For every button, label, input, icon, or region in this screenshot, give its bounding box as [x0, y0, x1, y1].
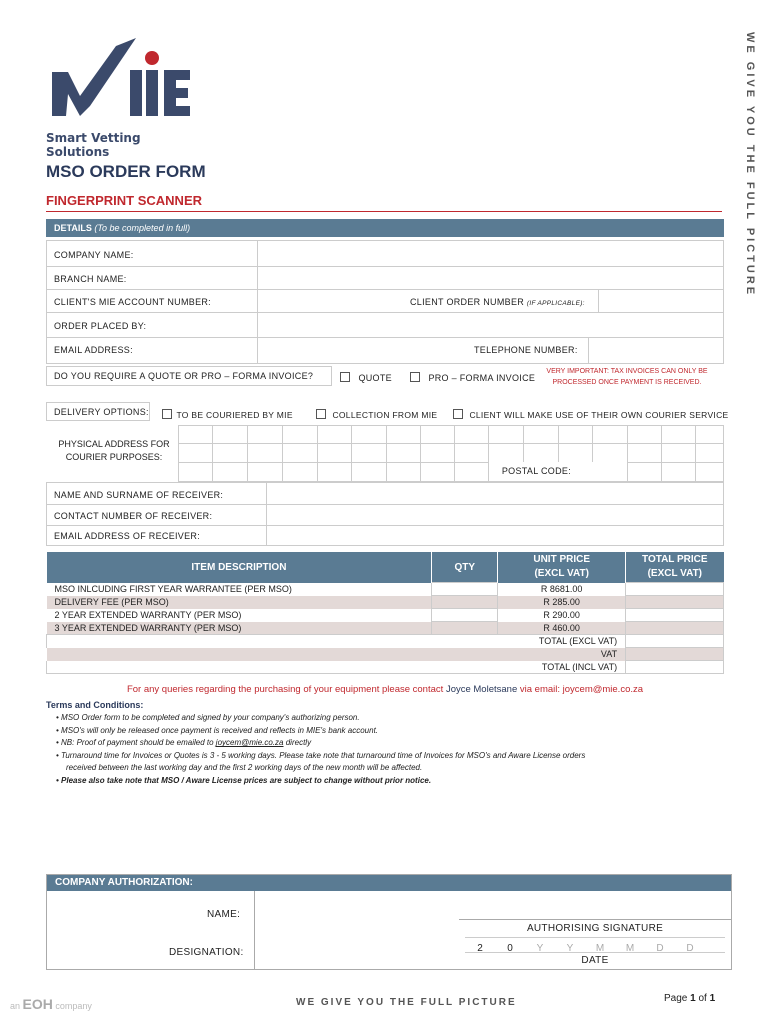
own-courier-checkbox[interactable]	[453, 409, 463, 419]
item-qty-field[interactable]	[432, 609, 498, 622]
item-unit-price: R 8681.00	[540, 584, 583, 594]
page-number	[664, 993, 715, 1004]
important-note-line-2: PROCESSED ONCE PAYMENT IS RECEIVED.	[552, 379, 702, 386]
list-item-continuation	[66, 762, 726, 775]
table-row	[47, 609, 724, 622]
email-field[interactable]	[258, 338, 468, 363]
terms-heading: Terms and Conditions:	[46, 700, 144, 710]
queries-via: via email:	[519, 684, 560, 695]
auth-name-field[interactable]	[257, 892, 457, 928]
item-total-field[interactable]	[626, 596, 724, 609]
total-excl-label: TOTAL (EXCL VAT)	[47, 635, 626, 648]
terms-item-text: MSO Order form to be completed and signed by your company's authorizing person.	[61, 713, 360, 722]
item-unit-price: R 460.00	[498, 622, 626, 635]
quote-question-label: DO YOU REQUIRE A QUOTE OR PRO – FORMA INVOICE?	[54, 371, 314, 381]
date-cells[interactable]	[465, 937, 725, 953]
physical-address-line-2: COURIER PURPOSES:	[65, 452, 163, 462]
details-banner-label: DETAILS	[54, 223, 92, 233]
list-item: • NB: Proof of payment should be emailed to joycem@mie.co.za directly	[56, 738, 312, 748]
telephone-field[interactable]	[588, 338, 723, 363]
signature-field[interactable]	[459, 892, 731, 919]
page-subtitle: FINGERPRINT SCANNER	[46, 193, 203, 208]
item-description: MSO INLCUDING FIRST YEAR WARRANTEE (PER MSO)	[54, 584, 292, 594]
total-excl-field[interactable]	[626, 635, 724, 648]
quote-label: QUOTE	[358, 373, 392, 383]
pro-forma-label: PRO – FORMA INVOICE	[428, 373, 536, 383]
own-courier-option[interactable]	[453, 405, 729, 423]
col-qty-header: QTY	[432, 552, 498, 583]
item-description: 3 YEAR EXTENDED WARRANTY (PER MSO)	[47, 622, 432, 635]
courier-option[interactable]	[162, 405, 293, 423]
own-courier-label: CLIENT WILL MAKE USE OF THEIR OWN COURIER SERVICE	[469, 410, 729, 420]
client-order-number-note: (IF APPLICABLE):	[526, 300, 585, 307]
account-number-label: CLIENT'S MIE ACCOUNT NUMBER:	[54, 297, 211, 307]
queries-line	[46, 684, 724, 695]
branch-name-label: BRANCH NAME:	[54, 274, 127, 284]
signature-label: AUTHORISING SIGNATURE	[526, 923, 664, 934]
table-row	[47, 661, 724, 674]
table-row	[47, 648, 724, 661]
mie-logo	[46, 34, 196, 159]
physical-address-line-1: PHYSICAL ADDRESS FOR	[58, 439, 170, 449]
date-cell[interactable]: M	[595, 943, 605, 954]
important-note-line-1: VERY IMPORTANT: TAX INVOICES CAN ONLY BE	[546, 368, 708, 375]
terms-section	[46, 700, 726, 788]
address-grid-lines	[178, 425, 724, 482]
quote-option[interactable]	[340, 368, 392, 386]
date-cell[interactable]: D	[656, 943, 664, 954]
item-total-field[interactable]	[626, 583, 724, 596]
item-unit-price: R 290.00	[543, 610, 580, 620]
table-row	[47, 596, 724, 609]
authorization-banner: COMPANY AUTHORIZATION:	[47, 875, 731, 891]
queries-email-link[interactable]: joycem@mie.co.za	[562, 684, 644, 695]
receiver-name-label: NAME AND SURNAME OF RECEIVER:	[54, 490, 224, 500]
col-description-header: ITEM DESCRIPTION	[47, 552, 432, 583]
item-total-field[interactable]	[626, 609, 724, 622]
terms-item-text: MSO's will only be released once payment is received and reflects in MIE's bank account.	[61, 725, 379, 735]
branch-name-field[interactable]	[258, 267, 723, 289]
date-cell[interactable]: D	[686, 943, 694, 954]
eoh-suffix: company	[55, 1001, 92, 1011]
page-title: MSO ORDER FORM	[46, 162, 206, 181]
collection-checkbox[interactable]	[316, 409, 326, 419]
mie-logo-graphic	[46, 34, 196, 124]
list-item: • Please also take note that MSO / Aware License prices are subject to change without prior notice.	[56, 775, 432, 785]
client-order-number-field[interactable]	[598, 290, 723, 312]
list-item: • MSO Order form to be completed and signed by your company's authorizing person.	[56, 713, 360, 722]
receiver-contact-label: CONTACT NUMBER OF RECEIVER:	[54, 511, 213, 521]
telephone-label: TELEPHONE NUMBER:	[474, 345, 578, 355]
date-label: DATE	[581, 955, 609, 966]
terms-item-text: Please also take note that MSO / Aware License prices are subject to change without prior notice.	[61, 775, 432, 785]
date-cell[interactable]: Y	[566, 943, 574, 954]
pro-forma-checkbox[interactable]	[410, 372, 420, 382]
details-banner	[46, 219, 724, 237]
list-item: • Turnaround time for Invoices or Quotes is 3 - 5 working days. Please take note that turnaround time of Invoices for MSO's and Aware License orders	[56, 750, 586, 760]
item-unit-price: R 285.00	[498, 596, 626, 609]
table-row	[47, 622, 724, 635]
order-placed-by-label: ORDER PLACED BY:	[54, 321, 147, 331]
date-cell[interactable]: 2	[477, 943, 483, 954]
list-item: • MSO's will only be released once payment is received and reflects in MIE's bank account.	[56, 725, 379, 735]
important-note	[530, 366, 724, 388]
terms-email-link[interactable]: joycem@mie.co.za	[215, 738, 284, 748]
item-qty-field[interactable]	[432, 622, 498, 635]
table-row	[47, 583, 724, 596]
collection-label: COLLECTION FROM MIE	[332, 410, 438, 420]
receiver-contact-field[interactable]	[267, 505, 723, 525]
date-cell[interactable]: M	[625, 943, 635, 954]
address-grid[interactable]	[178, 425, 724, 482]
table-row	[47, 635, 724, 648]
col-unit-price-line-1: UNIT PRICE	[533, 554, 591, 566]
date-cell[interactable]: 0	[507, 943, 513, 954]
vat-field[interactable]	[626, 648, 724, 661]
receiver-name-field[interactable]	[267, 483, 723, 504]
page-of: of	[698, 993, 707, 1004]
item-description: DELIVERY FEE (PER MSO)	[47, 596, 432, 609]
eoh-logo	[10, 996, 92, 1012]
quote-checkbox[interactable]	[340, 372, 350, 382]
account-number-field[interactable]	[258, 290, 408, 312]
collection-option[interactable]	[316, 405, 437, 423]
postal-code-label: POSTAL CODE:	[501, 466, 571, 476]
item-total-field[interactable]	[626, 622, 724, 635]
item-qty-field[interactable]	[432, 583, 498, 596]
col-unit-price-header	[498, 552, 626, 583]
title-divider	[46, 211, 722, 212]
courier-label: TO BE COURIERED BY MIE	[176, 410, 293, 420]
logo-tagline: Smart Vetting Solutions	[46, 131, 141, 159]
delivery-options-label: DELIVERY OPTIONS:	[54, 407, 149, 417]
auth-name-label: NAME:	[207, 909, 241, 920]
side-slogan: WE GIVE YOU THE FULL PICTURE	[744, 32, 756, 298]
pro-forma-option[interactable]	[410, 368, 535, 386]
col-total-price-line-1: TOTAL PRICE	[642, 554, 708, 565]
items-header-row	[47, 552, 724, 583]
page-label: Page	[664, 993, 688, 1004]
eoh-brand: EOH	[22, 996, 53, 1012]
courier-checkbox[interactable]	[162, 409, 172, 419]
col-total-price-header	[626, 552, 724, 583]
queries-contact-name: Joyce Moletsane	[445, 684, 518, 695]
client-order-number-text: CLIENT ORDER NUMBER	[410, 297, 525, 307]
terms-item-suffix: directly	[285, 738, 312, 748]
vat-label: VAT	[47, 648, 626, 661]
page-current: 1	[690, 993, 696, 1004]
item-description: 2 YEAR EXTENDED WARRANTY (PER MSO)	[54, 610, 242, 620]
auth-designation-field[interactable]	[257, 931, 457, 969]
col-total-price-line-2: (EXCL VAT)	[647, 568, 703, 579]
signature-line	[459, 919, 731, 920]
item-qty-field[interactable]	[432, 596, 498, 609]
details-banner-note: (To be completed in full)	[94, 223, 191, 233]
date-cell[interactable]: Y	[536, 943, 544, 954]
col-unit-price-line-2: (EXCL VAT)	[534, 568, 589, 580]
physical-address-label	[54, 438, 174, 464]
auth-designation-label: DESIGNATION:	[169, 947, 244, 958]
total-incl-field[interactable]	[626, 661, 724, 674]
terms-item-text: NB: Proof of payment should be emailed to	[61, 738, 214, 748]
total-incl-label: TOTAL (INCL VAT)	[47, 661, 626, 674]
page-total: 1	[709, 993, 716, 1004]
terms-item-text: Turnaround time for Invoices or Quotes is 3 - 5 working days. Please take note that turnaround time of Invoices for MSO's and Aware License orders	[61, 750, 586, 760]
receiver-email-field[interactable]	[267, 526, 723, 545]
queries-text: For any queries regarding the purchasing of your equipment please contact	[126, 684, 444, 695]
email-label: EMAIL ADDRESS:	[54, 345, 133, 355]
eoh-prefix: an	[10, 1001, 21, 1011]
company-name-label: COMPANY NAME:	[54, 250, 134, 260]
order-placed-by-field[interactable]	[258, 313, 723, 337]
authorization-section	[46, 874, 732, 970]
client-order-number-label	[410, 297, 585, 307]
receiver-email-label: EMAIL ADDRESS OF RECEIVER:	[54, 531, 200, 541]
footer-slogan: WE GIVE YOU THE FULL PICTURE	[296, 997, 517, 1008]
company-name-field[interactable]	[258, 241, 723, 265]
items-table	[46, 552, 724, 674]
terms-item-text: received between the last working day and the first 2 working days of the new month will be affected.	[66, 763, 423, 773]
